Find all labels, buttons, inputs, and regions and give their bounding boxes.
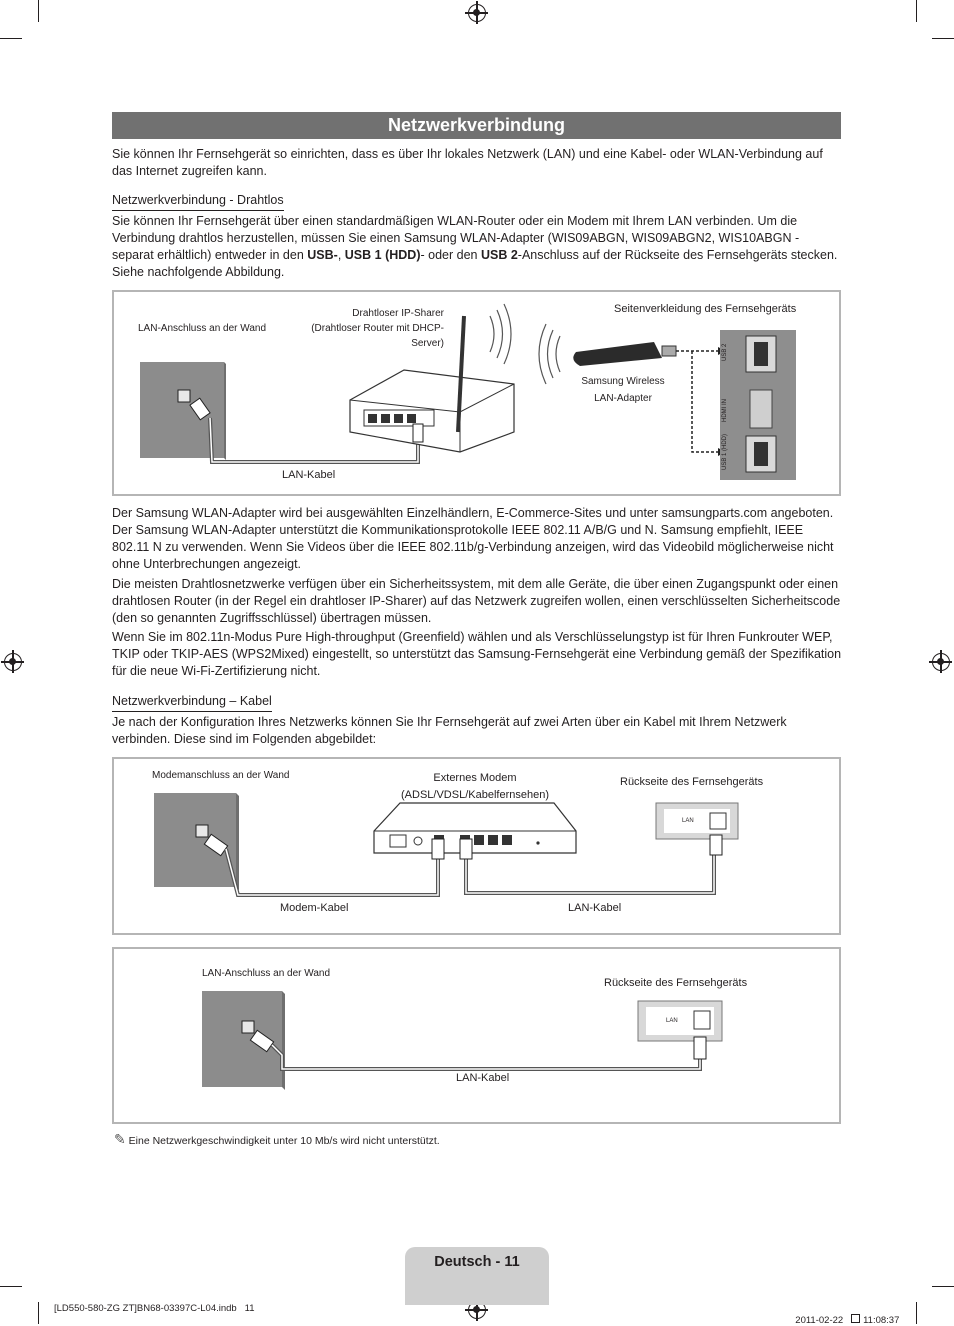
wall-modem-socket-label: Modemanschluss an der Wand (152, 770, 290, 781)
crop-mark (38, 1302, 39, 1324)
section-heading-wired: Netzwerkverbindung – Kabel (112, 693, 272, 712)
adapter-label-line-2: LAN-Adapter (594, 393, 652, 404)
wall-lan-socket-icon (242, 1021, 254, 1033)
rj45-plug-icon (710, 835, 722, 855)
wall-lan-socket-icon (178, 390, 190, 402)
crop-mark (932, 1286, 954, 1287)
wireless-text-b: -Anschluss auf der Rückseite des Fernsehgeräts stecken. Siehe nachfolgende Abbildung. (112, 248, 838, 279)
footer-separator: - (491, 1254, 505, 1270)
lan-port-label: LAN (682, 818, 694, 824)
tv-side-label: Seitenverkleidung des Fernsehgeräts (614, 303, 797, 315)
print-date: 2011-02-22 (795, 1315, 852, 1326)
rj45-plug-icon (432, 839, 444, 859)
rj45-plug-icon (694, 1037, 706, 1059)
crop-mark (932, 38, 954, 39)
lan-cable (272, 1045, 700, 1069)
wifi-signal-icon (490, 304, 511, 364)
registration-mark-icon (4, 653, 22, 671)
print-timestamp (790, 1303, 899, 1326)
router-label-line-1: Drahtloser IP-Sharer (352, 308, 444, 319)
note-pencil-icon: ✎ (114, 1131, 126, 1147)
wall-modem-socket-icon (196, 825, 208, 837)
modem-cable-label: Modem-Kabel (280, 902, 349, 914)
usb-port-label: USB- (307, 248, 338, 262)
section-heading-wireless: Netzwerkverbindung - Drahtlos (112, 192, 284, 211)
wireless-body-1: Der Samsung WLAN-Adapter wird bei ausgewählten Einzelhändlern, E-Commerce-Sites und unter samsungparts.com angeboten. Der Samsung WLAN-Adapter unterstützt die Kommunikationsprotokolle IEEE 802.11 A/B/G und N. Samsung empfiehlt, IEEE 802.11 N zu verwenden. Wenn Sie Videos über die IEEE 802.11b/g-Verbindung anzeigen, wird das Videobild möglicherweise nicht ohne Unterbrechungen angezeigt. (112, 506, 834, 571)
modem-label-line-1: Externes Modem (433, 772, 517, 784)
lan-port-label: LAN (666, 1018, 678, 1024)
lan-cable-label: LAN-Kabel (568, 902, 622, 914)
wireless-body-2: Die meisten Drahtlosnetzwerke verfügen über ein Sicherheitssystem, mit dem alle Geräte, die über einen Zugangspunkt oder einen drahtlosen Router (in der Regel ein drahtloser IP-Sharer) auf das Netzwerk zugreifen wollen, einen verschlüsselten Sicherheitscode (den so genannten Zugriffsschlüssel) übertragen müssen. (112, 577, 841, 625)
hdmi-port-label: HDMI IN (722, 399, 728, 422)
wall-lan-socket-label: LAN-Anschluss an der Wand (202, 968, 331, 979)
wall-socket-label: LAN-Anschluss an der Wand (138, 323, 267, 334)
crop-mark (0, 38, 22, 39)
tv-back-label: Rückseite des Fernsehgeräts (604, 977, 748, 989)
wired-lan-figure (112, 947, 841, 1124)
registration-mark-icon (468, 4, 486, 22)
print-time: 11:08:37 (863, 1315, 900, 1326)
page-number-tab (405, 1247, 549, 1305)
adapter-label-line-1: Samsung Wireless (581, 376, 665, 387)
modem-cable (226, 849, 438, 895)
usb2-port-label: USB 2 (722, 343, 728, 361)
wired-intro: Je nach der Konfiguration Ihres Netzwerks können Sie Ihr Fernsehgerät auf zwei Arten über ein Kabel mit Ihrem Netzwerk verbinden. Diese sind im Folgenden abgebildet: (112, 715, 787, 746)
lan-cable-label: LAN-Kabel (456, 1072, 510, 1084)
hdmi-port-icon (750, 390, 772, 428)
router-label-line-3: Server) (411, 338, 444, 349)
note-line (114, 1131, 440, 1149)
page-number: 11 (504, 1254, 520, 1270)
intro-paragraph: Sie können Ihr Fernsehgerät so einrichten, dass es über Ihr lokales Netzwerk (LAN) und eine Kabel- oder WLAN-Verbindung auf das Internet zugreifen kann. (112, 147, 823, 178)
lan-port-icon (710, 813, 726, 829)
wired-modem-figure (112, 757, 841, 935)
separator-text: - oder den (420, 248, 481, 262)
rj45-plug-icon (460, 839, 472, 859)
lan-cable-label: LAN-Kabel (282, 469, 336, 481)
router-label-line-2: (Drahtloser Router mit DHCP- (311, 323, 444, 334)
usb1-port-label: USB 1 (HDD) (722, 433, 728, 470)
lan-port-icon (694, 1011, 710, 1029)
page-title: Netzwerkverbindung (112, 112, 841, 139)
modem-label-line-2: (ADSL/VDSL/Kabelfernsehen) (401, 789, 549, 801)
note-text: Eine Netzwerkgeschwindigkeit unter 10 Mb/s wird nicht unterstützt. (128, 1135, 440, 1147)
wall-graphic (154, 793, 236, 887)
crop-mark (38, 0, 39, 22)
crop-mark (0, 1286, 22, 1287)
crop-mark (916, 1302, 917, 1324)
usb-port-label: USB 1 (HDD) (344, 248, 421, 262)
wifi-signal-icon (539, 324, 560, 384)
wireless-paragraph (112, 213, 842, 281)
clock-icon (851, 1314, 860, 1323)
crop-mark (916, 0, 917, 22)
wireless-connection-figure (112, 290, 841, 496)
footer-language: Deutsch (434, 1254, 492, 1270)
print-file-info: [LD550-580-ZG ZT]BN68-03397C-L04.indb 11 (54, 1303, 255, 1314)
wireless-text-a: Sie können Ihr Fernsehgerät über einen standardmäßigen WLAN-Router oder ein Modem mit Ihrem LAN verbinden. Um die Verbindung drahtlos herzustellen, müssen Sie einen Samsung WLAN-Adapter (WIS09ABGN, WIS09ABGN2, WIS10ABGN - separat erhältlich) entweder in den (112, 214, 800, 262)
separator-text: , (337, 248, 345, 262)
wireless-body-3: Wenn Sie im 802.11n-Modus Pure High-throughput (Greenfield) wählen und als Verschlüsselungstyp ist für Ihren Funkrouter WEP, TKIP oder TKIP-AES (WPS2Mixed) eingestellt, so unterstützt das Samsung-Fernsehgerät eine Verbindung gemäß der Spezifikation für die neue Wi-Fi-Zertifizierung nicht. (112, 630, 842, 678)
registration-mark-icon (932, 653, 950, 671)
tv-back-label: Rückseite des Fernsehgeräts (620, 776, 764, 788)
rj45-plug-icon (413, 424, 423, 442)
usb-port-label: USB 2 (480, 248, 518, 262)
wlan-adapter-graphic (573, 342, 662, 366)
